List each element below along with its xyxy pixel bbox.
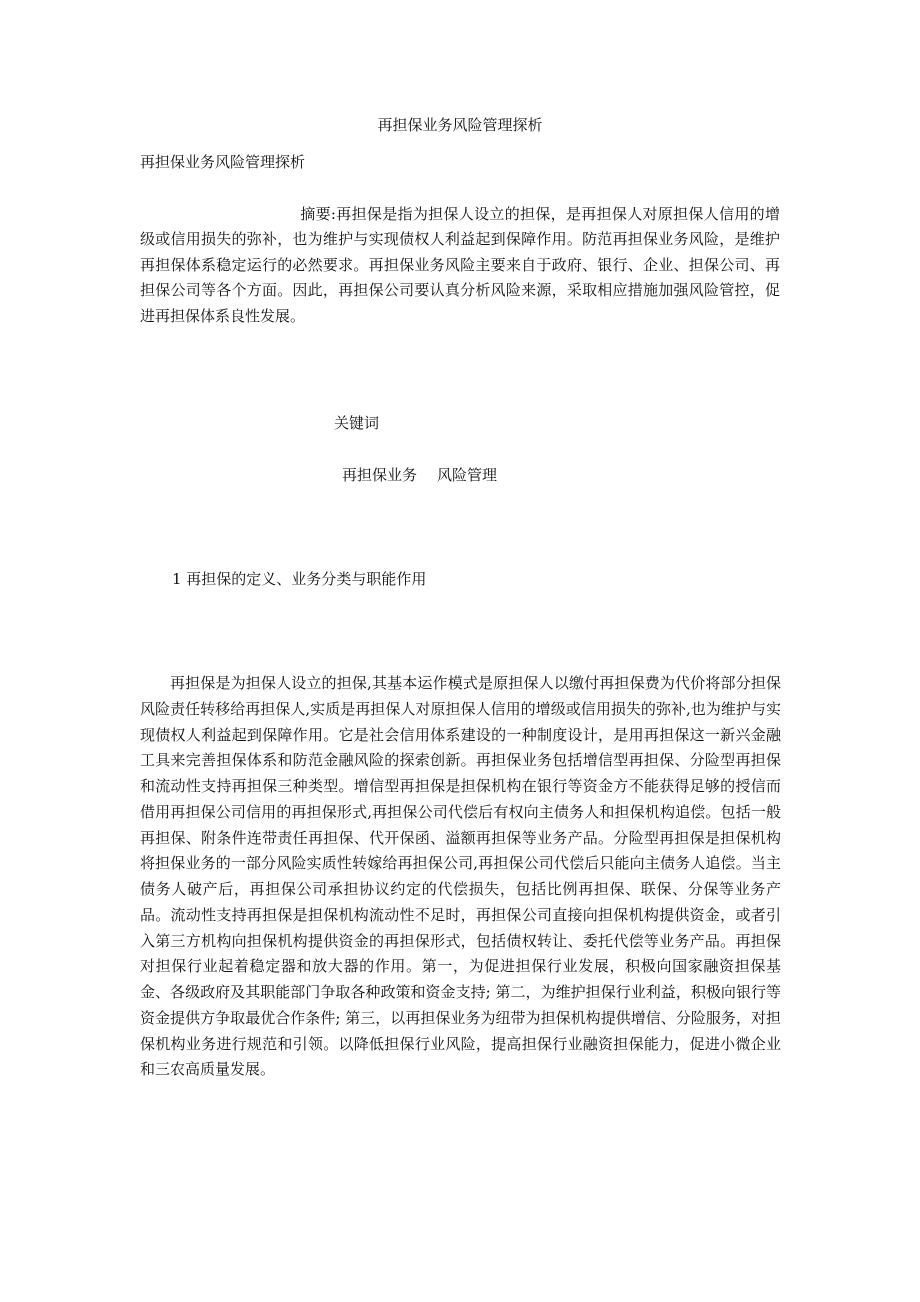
document-title: 再担保业务风险管理探析: [377, 116, 543, 134]
keywords-list: [342, 464, 497, 486]
keywords-label: 关键词: [334, 414, 380, 432]
keyword-item: 再担保业务: [342, 466, 418, 484]
abstract-label: 摘要:: [300, 205, 336, 223]
body-paragraph: 再担保是为担保人设立的担保,其基本运作模式是原担保人以缴付再担保费为代价将部分担保风险责任转移给再担保人,实质是再担保人对原担保人信用的增级或信用损失的弥补,也为维护与实现债权人利益起到保障作用。它是社会信用体系建设的一种制度设计，是用再担保这一新兴金融工具来完善担保体系和防范金融风险的探索创新。再担保业务包括增信型再担保、分险型再担保和流动性支持再担保三种类型。增信型再担保是担保机构在银行等资金方不能获得足够的授信而借用再担保公司信用的再担保形式,再担保公司代偿后有权向主债务人和担保机构追偿。包括一般再担保、附条件连带责任再担保、代开保函、溢额再担保等业务产品。分险型再担保是担保机构将担保业务的一部分风险实质性转嫁给再担保公司,再担保公司代偿后只能向主债务人追偿。当主债务人破产后，再担保公司承担协议约定的代偿损失，包括比例再担保、联保、分保等业务产品。流动性支持再担保是担保机构流动性不足时，再担保公司直接向担保机构提供资金，或者引入第三方机构向担保机构提供资金的再担保形式，包括债权转让、委托代偿等业务产品。再担保对担保行业起着稳定器和放大器的作用。第一，为促进担保行业发展，积极向国家融资担保基金、各级政府及其职能部门争取各种政策和资金支持; 第二，为维护担保行业利益，积极向银行等资金提供方争取最优合作条件; 第三，以再担保业务为纽带为担保机构提供增信、分险服务，对担保机构业务进行规范和引领。以降低担保行业风险，提高担保行业融资担保能力，促进小微企业和三农高质量发展。: [140, 674, 781, 1079]
document-subtitle: 再担保业务风险管理探析: [140, 153, 306, 171]
abstract-paragraph: [140, 202, 780, 329]
section-heading: 1 再担保的定义、业务分类与职能作用: [172, 570, 427, 588]
abstract-text: 再担保是指为担保人设立的担保，是再担保人对原担保人信用的增级或信用损失的弥补，也为维护与实现债权人利益起到保障作用。防范再担保业务风险，是维护再担保体系稳定运行的必然要求。再担保业务风险主要来自于政府、银行、企业、担保公司、再担保公司等各个方面。因此，再担保公司要认真分析风险来源，采取相应措施加强风险管控，促进再担保体系良性发展。: [140, 205, 780, 325]
keyword-item: 风险管理: [437, 466, 498, 484]
